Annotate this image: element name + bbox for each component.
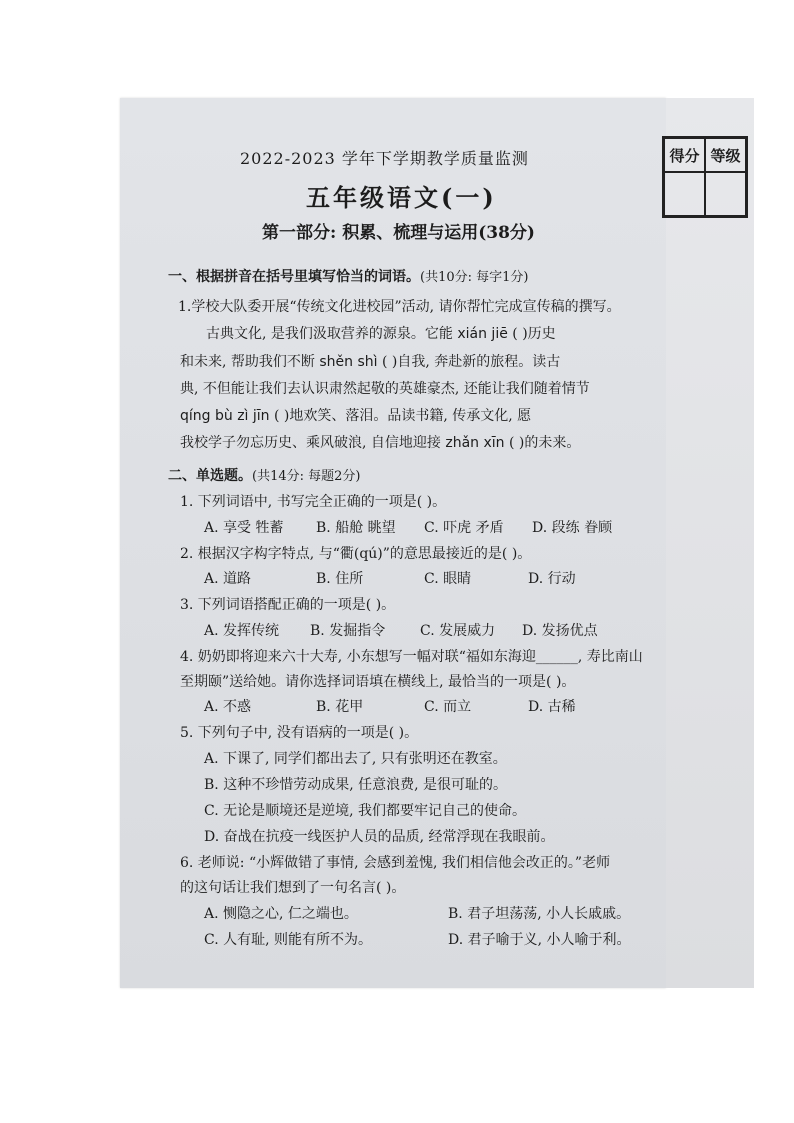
s2-q2-opt-a: A. 道路 bbox=[204, 571, 252, 587]
grade-header: 等级 bbox=[705, 138, 746, 172]
s2-q4-opt-d: D. 古稀 bbox=[528, 699, 576, 715]
s2-q3-opt-a: A. 发挥传统 bbox=[204, 623, 280, 639]
s2-q6-line1: 6. 老师说: “小辉做错了事情, 会感到羞愧, 我们相信他会改正的。”老师 bbox=[180, 855, 611, 871]
blank-4: ( )的未来。 bbox=[508, 435, 581, 451]
s2-q6-opt-b: B. 君子坦荡荡, 小人长戚戚。 bbox=[448, 906, 631, 922]
s2-q3: 3. 下列词语搭配正确的一项是( )。 bbox=[180, 597, 396, 613]
section1-heading: 一、根据拼音在括号里填写恰当的词语。(共10分: 每字1分) bbox=[168, 269, 529, 285]
s2-q5-opt-a: A. 下课了, 同学们都出去了, 只有张明还在教室。 bbox=[204, 751, 507, 767]
part-heading: 第一部分: 积累、梳理与运用(38分) bbox=[262, 223, 535, 243]
exam-term: 2022-2023 学年下学期教学质量监测 bbox=[240, 149, 529, 168]
blank-1: ( )历史 bbox=[512, 326, 556, 342]
pinyin-3: qíng bù zì jīn bbox=[180, 408, 270, 424]
s2-q3-opt-d: D. 发扬优点 bbox=[522, 623, 598, 639]
s2-q1-opt-b: B. 船舱 眺望 bbox=[316, 520, 396, 536]
s2-q5: 5. 下列句子中, 没有语病的一项是( )。 bbox=[180, 725, 419, 741]
s2-q2: 2. 根据汉字构字特点, 与“衢(qú)”的意思最接近的是( )。 bbox=[180, 546, 532, 562]
blank-2: ( )自我, 奔赴新的旅程。读古 bbox=[381, 354, 561, 370]
s2-q1-opt-d: D. 段练 眷顾 bbox=[532, 520, 613, 536]
score-table bbox=[662, 136, 748, 218]
s2-q5-opt-d: D. 奋战在抗疫一线医护人员的品质, 经常浮现在我眼前。 bbox=[204, 829, 555, 845]
score-cell bbox=[664, 172, 705, 216]
s2-q6-opt-c: C. 人有耻, 则能有所不为。 bbox=[204, 932, 373, 948]
s2-q1-opt-a: A. 享受 牲蓄 bbox=[204, 520, 284, 536]
s2-q4-opt-b: B. 花甲 bbox=[316, 699, 364, 715]
blank-3: ( )地欢笑、落泪。品读书籍, 传承文化, 愿 bbox=[274, 408, 532, 424]
pinyin-2: shěn shì bbox=[319, 354, 378, 370]
pinyin-4: zhǎn xīn bbox=[445, 435, 505, 451]
s2-q5-opt-b: B. 这种不珍惜劳动成果, 任意浪费, 是很可耻的。 bbox=[204, 777, 507, 793]
s1-line3: 典, 不但能让我们去认识肃然起敬的英雄豪杰, 还能让我们随着情节 bbox=[180, 381, 590, 397]
grade-cell bbox=[705, 172, 746, 216]
exam-title: 五年级语文(一) bbox=[306, 183, 497, 212]
exam-paper-margin bbox=[666, 98, 754, 988]
s2-q4-opt-c: C. 而立 bbox=[424, 699, 472, 715]
s2-q4-line2: 至期颐”送给她。请你选择词语填在横线上, 最恰当的一项是( )。 bbox=[180, 674, 576, 690]
s2-q1: 1. 下列词语中, 书写完全正确的一项是( )。 bbox=[180, 494, 447, 510]
section2-heading: 二、单选题。(共14分: 每题2分) bbox=[168, 468, 361, 484]
s2-q5-opt-c: C. 无论是顺境还是逆境, 我们都要牢记自己的使命。 bbox=[204, 803, 527, 819]
s1-line4 bbox=[180, 405, 531, 425]
s1-line5: 我校学子勿忘历史、乘风破浪, 自信地迎接 zhǎn xīn ( )的未来。 bbox=[180, 435, 581, 451]
pinyin-1: xián jiē bbox=[457, 326, 508, 342]
s2-q3-opt-b: B. 发掘指令 bbox=[310, 623, 386, 639]
s2-q2-opt-c: C. 眼睛 bbox=[424, 571, 472, 587]
s2-q1-opt-c: C. 吓虎 矛盾 bbox=[424, 520, 504, 536]
s1-line1: 古典文化, 是我们汲取营养的源泉。它能 xián jiē ( )历史 bbox=[206, 326, 556, 342]
s2-q2-opt-d: D. 行动 bbox=[528, 571, 576, 587]
s2-q4-opt-a: A. 不惑 bbox=[204, 699, 252, 715]
s2-q3-opt-c: C. 发展威力 bbox=[420, 623, 496, 639]
s2-q6-opt-d: D. 君子喻于义, 小人喻于利。 bbox=[448, 932, 631, 948]
s2-q6-opt-a: A. 恻隐之心, 仁之端也。 bbox=[204, 906, 358, 922]
s2-q6-line2: 的这句话让我们想到了一句名言( )。 bbox=[180, 880, 406, 896]
s1-line2: 和未来, 帮助我们不断 shěn shì ( )自我, 奔赴新的旅程。读古 bbox=[180, 354, 561, 370]
score-header: 得分 bbox=[664, 138, 705, 172]
s1-q1-intro: 1.学校大队委开展“传统文化进校园”活动, 请你帮忙完成宣传稿的撰写。 bbox=[178, 299, 621, 315]
s2-q4-line1: 4. 奶奶即将迎来六十大寿, 小东想写一幅对联“福如东海迎______, 寿比南山 bbox=[180, 649, 643, 665]
s2-q2-opt-b: B. 住所 bbox=[316, 571, 364, 587]
